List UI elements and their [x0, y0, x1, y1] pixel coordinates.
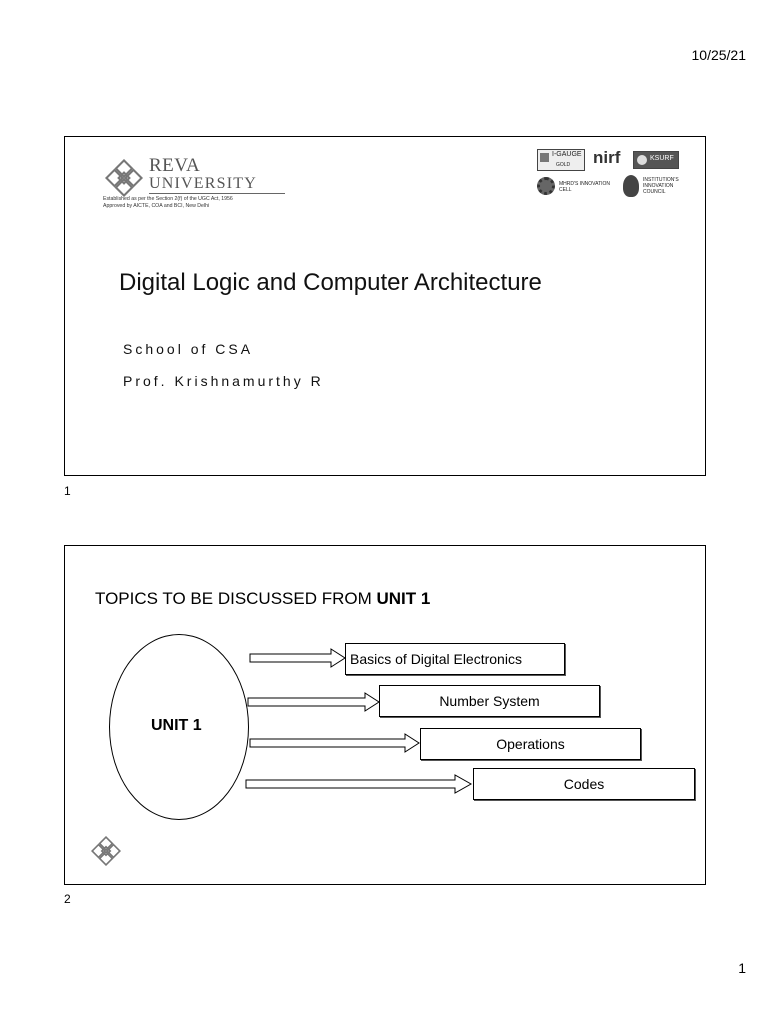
ksurf-badge: KSURF: [633, 151, 679, 169]
reva-knot-icon: [91, 836, 121, 866]
nirf-logo: nirf: [593, 148, 621, 167]
topic-box: Operations: [420, 728, 641, 760]
topic-box: Codes: [473, 768, 695, 800]
arrow-right-icon: [247, 692, 381, 712]
page-number: 1: [738, 960, 746, 976]
iic-text: INSTITUTION'S INNOVATION COUNCIL: [643, 177, 679, 195]
accreditation-badges: [537, 149, 687, 209]
school-name: School of CSA: [123, 341, 254, 357]
slide-2: [64, 545, 706, 885]
arrow-right-icon: [245, 774, 475, 794]
reva-knot-icon: [105, 159, 143, 197]
logo-established-text: Established as per the Section 2(f) of the UGC Act, 1956 Approved by AICTE, COA and BCI, New Delhi: [103, 196, 233, 209]
reva-logo: [101, 155, 291, 215]
arrow-right-icon: [249, 733, 423, 753]
iguage-badge: I-GAUGE GOLD: [537, 149, 585, 171]
slide-title: TOPICS TO BE DISCUSSED FROM UNIT 1: [95, 589, 431, 608]
logo-divider: [149, 193, 285, 194]
professor-name: Prof. Krishnamurthy R: [123, 373, 324, 389]
logo-name-line1: REVA: [149, 155, 201, 176]
iic-icon: [623, 175, 639, 197]
page-date: 10/25/21: [691, 47, 746, 63]
slide-1: [64, 136, 706, 476]
topic-box: Basics of Digital Electronics: [345, 643, 565, 675]
arrow-right-icon: [249, 648, 349, 668]
innovation-cell-text: MHRD'S INNOVATION CELL: [559, 181, 611, 193]
slide-title: Digital Logic and Computer Architecture: [119, 269, 542, 296]
slide-number: 1: [64, 484, 71, 498]
gear-icon: [537, 177, 555, 195]
slide-number: 2: [64, 892, 71, 906]
topic-box: Number System: [379, 685, 600, 717]
unit-label: UNIT 1: [151, 717, 202, 734]
logo-name-line2: UNIVERSITY: [149, 175, 257, 192]
